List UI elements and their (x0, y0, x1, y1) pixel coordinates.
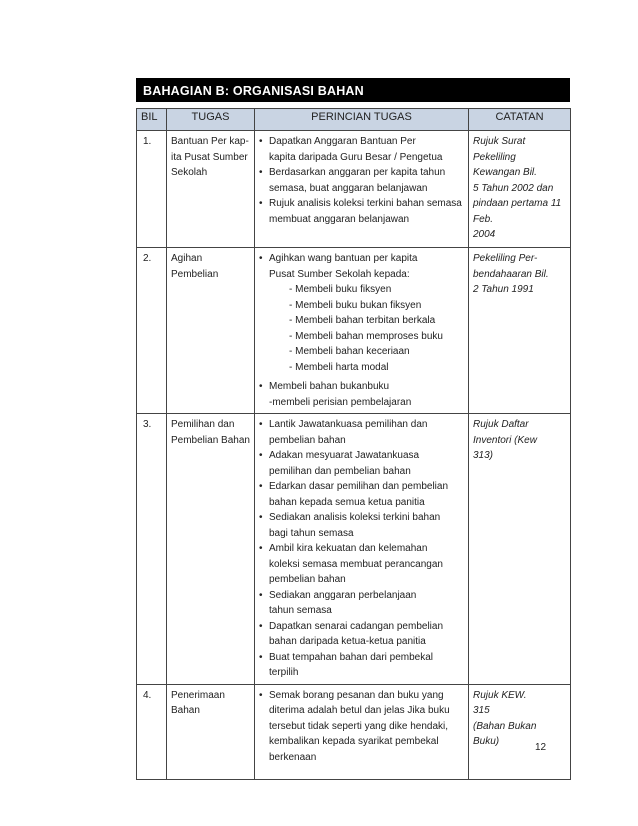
bullet-icon: • (259, 481, 263, 492)
details-cell (255, 131, 469, 248)
bullet-icon: • (259, 543, 263, 554)
list-item: • Lantik Jawatankuasa pemilihan dan pembelian bahan (259, 419, 428, 446)
table-row (137, 684, 571, 779)
task-line: Bantuan Per kap- (171, 136, 249, 147)
sub-list-item: - Membeli bahan terbitan berkala (289, 315, 436, 326)
bullet-icon: • (259, 589, 263, 601)
list-item: • Semak borang pesanan dan buku yang diterima adalah betul dan jelas Jika buku tersebut tidak seperti yang dike hendaki, kembalikan kepada syarikat pembekal berkenaan (259, 689, 450, 763)
task-line: Bahan (171, 705, 200, 716)
bullet-icon: • (259, 450, 263, 461)
details-cell (255, 248, 469, 414)
bullet-icon: • (259, 381, 263, 392)
task-line: Agihan Pembelian (171, 253, 219, 280)
bullet-icon: • (259, 167, 263, 178)
list-item: • Membeli bahan bukanbuku -membeli perisian pembelajaran (259, 381, 412, 408)
page-number: 12 (535, 742, 547, 753)
task-line: Pembelian Bahan (171, 434, 250, 446)
task-line: Sekolah (171, 167, 208, 178)
section-title: BAHAGIAN B: ORGANISASI BAHAN (143, 84, 364, 98)
list-item: • Adakan mesyuarat Jawatankuasa pemilihan dan pembelian bahan (259, 450, 420, 477)
details-cell (255, 414, 469, 685)
list-item: • Dapatkan Anggaran Bantuan Per kapita daripada Guru Besar / Pengetua (259, 136, 443, 163)
list-item: • Edarkan dasar pemilihan dan pembelian bahan kepada semua ketua panitia (259, 481, 449, 508)
header-row (137, 109, 571, 131)
bullet-icon: • (259, 651, 263, 663)
header-catatan: CATATAN (469, 109, 571, 131)
section-header (136, 78, 570, 102)
bullet-icon: • (259, 136, 263, 147)
table-row (137, 131, 571, 248)
task-cell (167, 248, 255, 414)
sub-list-item: - Membeli bahan memproses buku (289, 330, 443, 342)
notes-cell: Rujuk Surat Pekeliling Kewangan Bil. 5 Tahun 2002 dan pindaan pertama 11 Feb. 2004 (469, 131, 571, 248)
list-item: • Ambil kira kekuatan dan kelemahan koleksi semasa membuat perancangan pembelian bahan (259, 543, 443, 585)
task-cell (167, 414, 255, 685)
bullet-icon: • (259, 419, 263, 430)
list-item: • Agihkan wang bantuan per kapita Pusat Sumber Sekolah kepada: - Membeli buku fiksyen - Membeli buku bukan fiksyen - Membeli bahan terbitan berkala - Membeli bahan memproses buku - Membeli bahan keceriaan - Membeli harta modal (259, 251, 464, 375)
list-item: • Sediakan analisis koleksi terkini bahan bagi tahun semasa (259, 512, 441, 539)
row-number: 3. (137, 414, 167, 685)
bullet-icon: • (259, 512, 263, 523)
details-cell (255, 684, 469, 779)
header-perincian: PERINCIAN TUGAS (255, 109, 469, 131)
notes-cell: Rujuk Daftar Inventori (Kew 313) (469, 414, 571, 685)
task-cell (167, 131, 255, 248)
list-item: • Berdasarkan anggaran per kapita tahun semasa, buat anggaran belanjawan (259, 167, 446, 194)
task-table (136, 108, 571, 780)
row-number: 1. (137, 131, 167, 248)
header-bil: BIL (137, 109, 167, 131)
table-row (137, 248, 571, 414)
row-number: 2. (137, 248, 167, 414)
header-tugas: TUGAS (167, 109, 255, 131)
table-row (137, 414, 571, 685)
sub-list-item: - Membeli bahan keceriaan (289, 346, 410, 357)
task-line: Pemilihan dan (171, 419, 235, 430)
notes-cell: Pekeliling Per- bendahaaran Bil. 2 Tahun 1991 (469, 248, 571, 414)
list-item: • Rujuk analisis koleksi terkini bahan semasa membuat anggaran belanjawan (259, 198, 462, 225)
bullet-icon: • (259, 253, 263, 264)
bullet-icon: • (259, 198, 263, 209)
task-line: Penerimaan (171, 689, 225, 701)
sub-list-item: - Membeli buku fiksyen (289, 284, 392, 295)
notes-cell: Rujuk KEW. 315 (Bahan Bukan Buku) (469, 684, 571, 779)
list-item: • Sediakan anggaran perbelanjaan tahun semasa (259, 589, 417, 616)
list-item: • Dapatkan senarai cadangan pembelian bahan daripada ketua-ketua panitia (259, 620, 444, 647)
row-number: 4. (137, 684, 167, 779)
task-line: ita Pusat Sumber (171, 151, 248, 163)
list-item: • Buat tempahan bahan dari pembekal terpilih (259, 651, 434, 678)
bullet-icon: • (259, 620, 263, 632)
bullet-icon: • (259, 689, 263, 701)
sub-list-item: - Membeli harta modal (289, 361, 389, 373)
task-cell (167, 684, 255, 779)
sub-list-item: - Membeli buku bukan fiksyen (289, 299, 422, 311)
